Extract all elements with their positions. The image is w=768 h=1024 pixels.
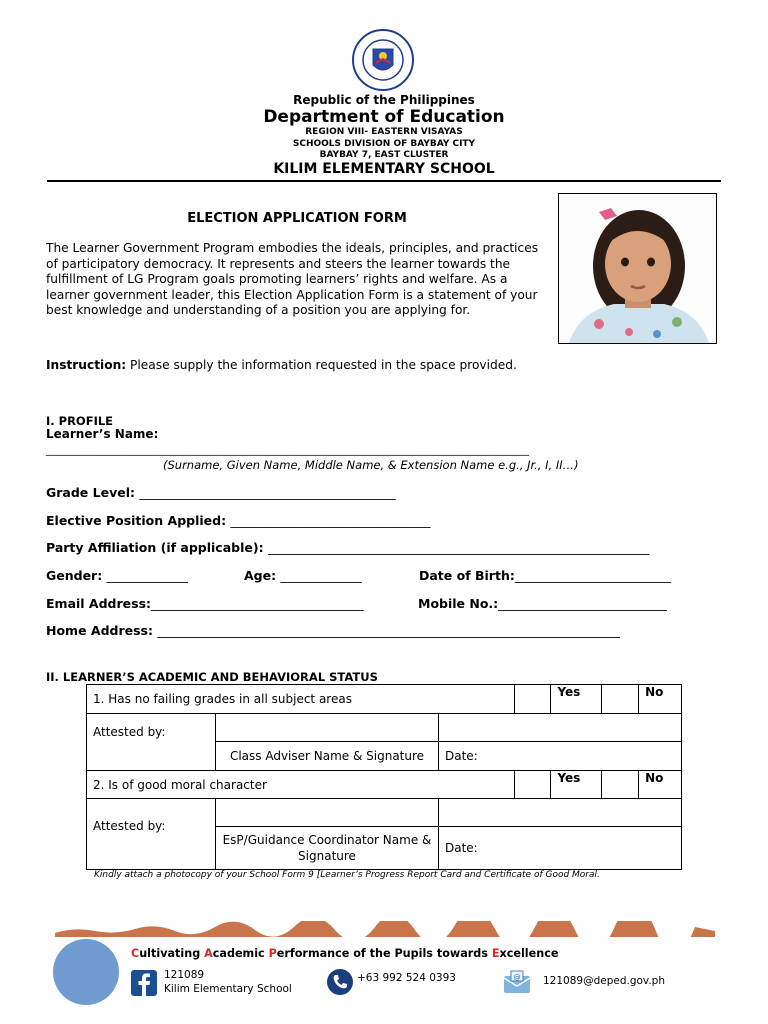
gender-field[interactable]: _____________ (106, 568, 188, 583)
home-field[interactable]: __________________________________________________________________________ (157, 623, 620, 638)
department-title: Department of Education (263, 107, 505, 127)
party-field[interactable]: _____________________________________________________________ (267, 540, 650, 555)
header-divider (47, 180, 721, 182)
attest-table-2 (86, 798, 682, 870)
instruction-text: Please supply the information requested in the space provided. (126, 358, 517, 372)
dob-label: Date of Birth: (419, 568, 515, 583)
email-row (46, 596, 364, 611)
form-title: ELECTION APPLICATION FORM (187, 211, 407, 226)
mobile-label: Mobile No.: (418, 596, 499, 611)
age-label: Age: (244, 568, 281, 583)
tag-part-2: cademic (212, 947, 269, 960)
no-label: No (639, 771, 682, 799)
no-label: No (639, 685, 682, 714)
photo-illustration (559, 194, 716, 343)
email-address[interactable]: 121089@deped.gov.ph (543, 975, 665, 987)
attested-label: Attested by: (87, 714, 216, 771)
learner-name-field[interactable]: ____________________________________________________________________________________________ (46, 444, 529, 456)
svg-text:@: @ (513, 973, 521, 982)
republic-label: Republic of the Philippines (293, 93, 475, 107)
intro-paragraph: The Learner Government Program embodies the ideals, principles, and practices of participatory democracy. It represents and steers the learner towards the fulfillment of LG Program goals promoting learners’ rights and welfare. As a learner government leader, this Election Application Form is a statement of your best knowledge and understanding of a position you are applying for. (46, 241, 539, 318)
tag-letter-a: A (204, 947, 213, 960)
mobile-field[interactable]: ___________________________ (498, 596, 667, 611)
facebook-name[interactable]: Kilim Elementary School (164, 983, 292, 995)
tag-letter-e: E (491, 947, 500, 960)
name-caption: (Surname, Given Name, Middle Name, & Extension Name e.g., Jr., I, II…) (163, 458, 579, 472)
applicant-photo (558, 193, 717, 344)
instruction-label: Instruction: (46, 358, 127, 372)
attest-table-1 (86, 713, 682, 771)
date-label: Date: (439, 742, 682, 771)
region-label: REGION VIII- EASTERN VISAYAS (305, 127, 463, 137)
age-field[interactable]: _____________ (280, 568, 362, 583)
tag-letter-p: P (268, 947, 277, 960)
instruction-line (46, 358, 517, 372)
position-field[interactable]: ________________________________ (230, 513, 431, 528)
tag-part-1: ultivating (139, 947, 205, 960)
tag-part-4: xcellence (499, 947, 559, 960)
yes-label: Yes (551, 685, 602, 714)
grade-level-field[interactable]: _________________________________________ (139, 485, 396, 500)
attested-label: Attested by: (87, 799, 216, 870)
deped-seal (349, 29, 417, 91)
item1-text: 1. Has no failing grades in all subject areas (87, 685, 515, 714)
footer-logo-circle (53, 939, 119, 1005)
party-row (46, 540, 649, 555)
grade-level-label: Grade Level: (46, 485, 140, 500)
email-label: Email Address: (46, 596, 152, 611)
adviser-date-blank[interactable] (439, 714, 682, 742)
item2-no-box[interactable] (602, 771, 639, 799)
cluster-label: BAYBAY 7, EAST CLUSTER (319, 150, 449, 160)
facebook-id[interactable]: 121089 (164, 969, 205, 981)
age-row (244, 568, 362, 583)
mobile-row (418, 596, 667, 611)
gender-label: Gender: (46, 568, 107, 583)
position-label: Elective Position Applied: (46, 513, 231, 528)
guidance-date-blank[interactable] (439, 799, 682, 827)
school-name: KILIM ELEMENTARY SCHOOL (273, 161, 495, 177)
facebook-icon[interactable] (131, 970, 157, 996)
yes-label: Yes (551, 771, 602, 799)
status-table-2 (86, 770, 682, 799)
learner-name-label: Learner’s Name: (46, 427, 159, 441)
dob-row (419, 568, 671, 583)
dob-field[interactable]: _________________________ (514, 568, 672, 583)
status-table-1 (86, 684, 682, 714)
date-label: Date: (439, 827, 682, 870)
home-label: Home Address: (46, 623, 158, 638)
item2-text: 2. Is of good moral character (87, 771, 515, 799)
item1-yes-box[interactable] (514, 685, 551, 714)
status-heading: II. LEARNER’S ACADEMIC AND BEHAVIORAL STATUS (46, 670, 378, 684)
position-row (46, 513, 430, 528)
phone-number[interactable]: +63 992 524 0393 (357, 972, 456, 984)
grade-level-row (46, 485, 396, 500)
footer-wave (55, 921, 715, 937)
tag-part-3: erformance of the Pupils towards (276, 947, 492, 960)
adviser-sign-field[interactable] (216, 714, 439, 742)
guidance-sign-field[interactable] (216, 799, 439, 827)
email-icon (503, 970, 531, 994)
attachment-note: Kindly attach a photocopy of your School Form 9 [Learner’s Progress Report Card and Certificate of Good Moral. (94, 870, 600, 880)
footer-tagline (131, 947, 558, 960)
gender-row (46, 568, 188, 583)
adviser-label: Class Adviser Name & Signature (216, 742, 439, 771)
item1-no-box[interactable] (602, 685, 639, 714)
division-label: SCHOOLS DIVISION OF BAYBAY CITY (292, 139, 476, 149)
email-field[interactable]: __________________________________ (151, 596, 364, 611)
home-row (46, 623, 620, 638)
phone-icon (327, 969, 353, 995)
tag-letter-c: C (131, 947, 140, 960)
guidance-label: EsP/Guidance Coordinator Name & Signature (216, 827, 439, 870)
profile-heading: I. PROFILE (46, 414, 114, 428)
party-label: Party Affiliation (if applicable): (46, 540, 268, 555)
item2-yes-box[interactable] (514, 771, 551, 799)
